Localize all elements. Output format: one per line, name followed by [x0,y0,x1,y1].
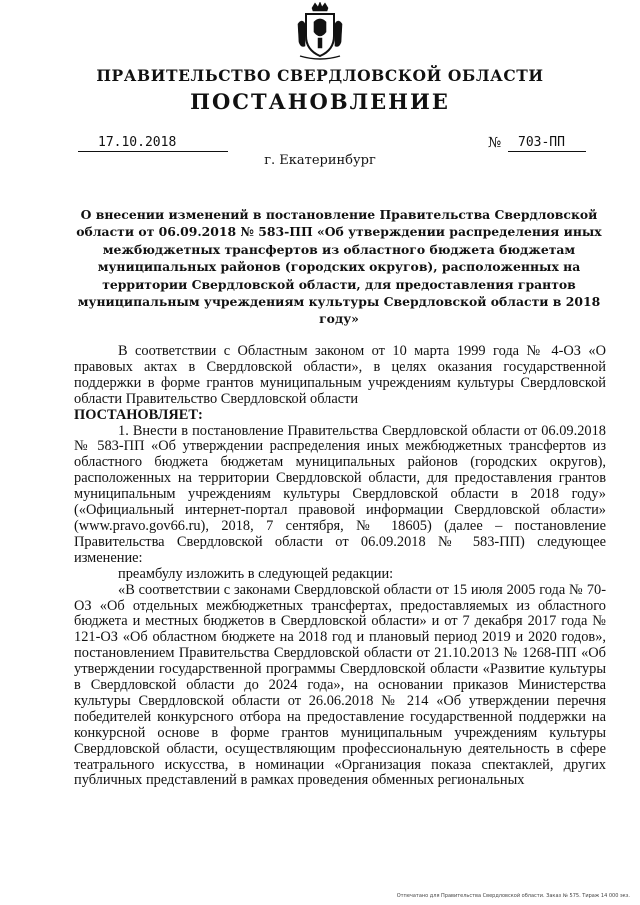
document-title: О внесении изменений в постановление Правительства Свердловской области от 06.09.2018 № 583-ПП «Об утверждении распределения иных межбюджетных трансфертов из областного бюджета бюджетам муниципальных районов (городских округов), расположенных на территории Свердловской области, для предоставления грантов муниципальным учреждениям культуры Свердловской области в 2018 году» [76,207,602,327]
government-name: ПРАВИТЕЛЬСТВО СВЕРДЛОВСКОЙ ОБЛАСТИ [96,66,544,85]
document-number: 703-ПП [518,135,565,150]
item-1-paragraph: 1. Внести в постановление Правительства Свердловской области от 06.09.2018 № 583-ПП «Об утверждении распределения иных межбюджетных трансфертов из областного бюджета бюджетам муниципальных районов (городских округов), расположенных на территории Свердловской области, для предоставления грантов муниципальным учреждениям культуры Свердловской области в 2018 году» («Официальный интернет-портал правовой информации Свердловской области» (www.pravo.gov66.ru), 2018, 7 сентября, № 18605) (далее – постановление Правительства Свердловской области от 06.09.2018 № 583-ПП) следующее изменение: [74,422,606,566]
document-date-field [78,135,228,152]
document-body [74,344,606,789]
document-type: ПОСТАНОВЛЕНИЕ [190,89,450,114]
number-label: № [488,135,502,151]
preamble-intro-paragraph: преамбулу изложить в следующей редакции: [118,565,394,582]
city: г. Екатеринбург [264,153,376,168]
decree-heading: ПОСТАНОВЛЯЕТ: [74,406,203,423]
preamble-text-paragraph: «В соответствии с законами Свердловской области от 15 июля 2005 года № 70-ОЗ «Об отдельных межбюджетных трансфертах, предоставляемых из областного бюджета и местных бюджетов в Свердловской области» и от 7 декабря 2017 года № 121-ОЗ «Об областном бюджете на 2018 год и плановый период 2019 и 2020 годов», постановлением Правительства Свердловской области от 21.10.2013 № 1268-ПП «Об утверждении государственной программы Свердловской области «Развитие культуры в Свердловской области до 2024 года», на основании приказов Министерства культуры Свердловской области от 26.06.2018 № 214 «Об утверждении перечня победителей конкурсного отбора на предоставление государственной поддержки на конкурсной основе в форме грантов муниципальным учреждениям культуры Свердловской области, осуществляющим профессиональную деятельность в сфере театрального искусства, в номинации «Организация показа спектаклей, других публичных представлений в рамках проведения обменных региональных [74,581,606,789]
document-date: 17.10.2018 [98,135,177,150]
document-number-field [508,135,586,152]
intro-paragraph: В соответствии с Областным законом от 10 марта 1999 года № 4-ОЗ «О правовых актах в Свердловской области», в целях оказания государственной поддержки в форме грантов муниципальным учреждениям культуры Свердловской области Правительство Свердловской области [74,343,606,407]
coat-of-arms-emblem [296,2,344,60]
print-footer: Отпечатано для Правительства Свердловской области. Заказ № 575. Тираж 14 000 экз. [396,893,630,899]
